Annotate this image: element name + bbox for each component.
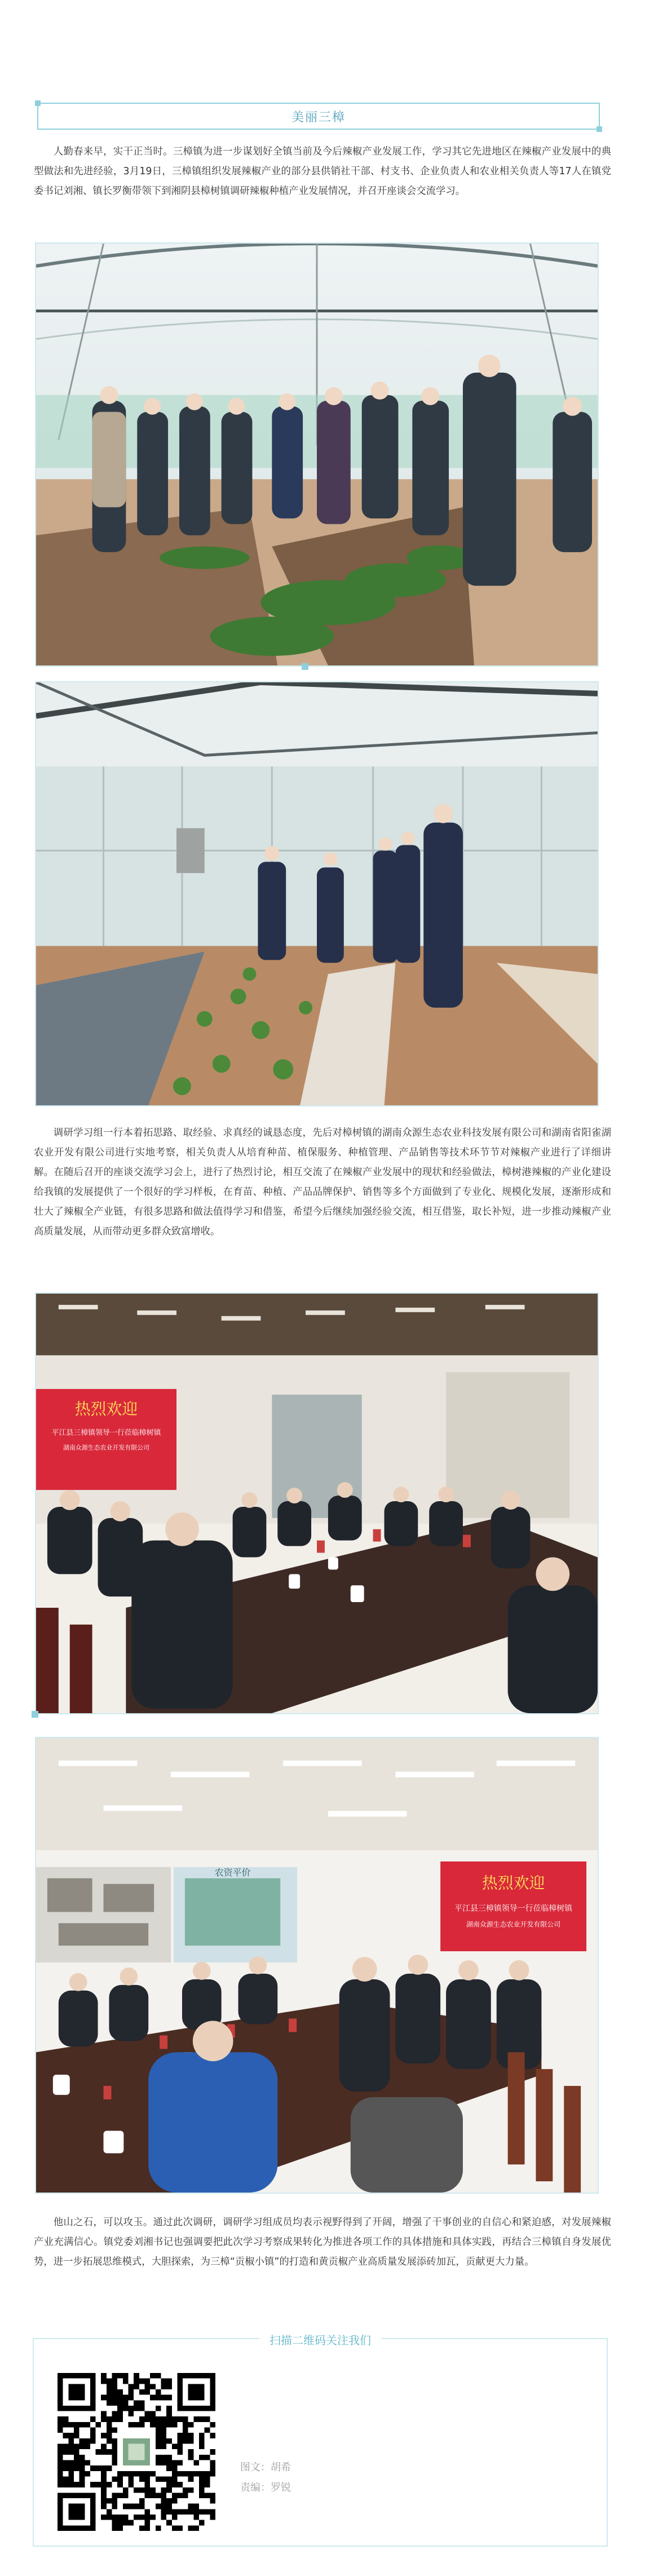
banner-line-2: 平江县三樟镇领导一行莅临樟树镇	[51, 1428, 161, 1437]
credit-editor	[240, 2478, 291, 2498]
banner-line-3: 湖南众源生态农业开发有限公司	[466, 1920, 561, 1929]
qr-heading-wrap	[34, 2331, 607, 2348]
banner-line-1: 热烈欢迎	[74, 1399, 138, 1418]
photo-meeting-room-2	[35, 1737, 599, 2194]
meeting-room-2-image	[36, 1738, 598, 2193]
frame-corner-decoration	[32, 1711, 38, 1718]
closing-paragraph: 他山之石，可以攻玉。通过此次调研，调研学习组成员均表示视野得到了开阔，增强了干事创业的自信心和紧迫感，对发展辣椒产业充满信心。镇党委刘湘书记也强调要把此次学习考察成果转化为推进各项工作的具体措施和具体实践，再结合三樟镇自身发展优势，进一步拓展思维模式，大胆探索，为三樟“贡椒小镇”的打造和黄贡椒产业高质量发展添砖加瓦，贡献更大力量。	[34, 2217, 611, 2268]
credit-author-label: 图文：	[240, 2462, 271, 2473]
qr-code[interactable]	[58, 2373, 215, 2531]
section-title-banner	[37, 103, 600, 130]
credit-author-value: 胡希	[271, 2462, 291, 2473]
section-title: 美丽三樟	[291, 110, 346, 125]
credit-editor-label: 责编：	[240, 2482, 271, 2494]
greenhouse-visit-image	[36, 682, 598, 1105]
qr-heading: 扫描二维码关注我们	[259, 2334, 381, 2347]
credits	[240, 2458, 291, 2498]
meeting-room-1-image	[36, 1294, 598, 1713]
banner-line-2: 平江县三樟镇领导一行莅临樟树镇	[454, 1904, 573, 1913]
banner-line-1: 热烈欢迎	[481, 1873, 545, 1893]
banner-line-3: 湖南众源生态农业开发有限公司	[63, 1444, 150, 1452]
qr-follow-section	[33, 2334, 608, 2547]
credit-editor-value: 罗锐	[271, 2482, 291, 2494]
frame-corner-decoration	[302, 663, 308, 670]
greenhouse-seedlings-image	[36, 244, 598, 665]
banner-corner-decoration	[35, 100, 41, 106]
photo-meeting-room-1	[35, 1293, 599, 1714]
credit-author	[240, 2458, 291, 2478]
wall-sign-text: 农资平价	[214, 1867, 251, 1878]
middle-paragraph: 调研学习组一行本着拓思路、取经验、求真经的诚恳态度，先后对樟树镇的湖南众源生态农业科技发展有限公司和湖南省阳雀湖农业开发有限公司进行实地考察，相关负责人从培育种苗、植保服务、种植管理、产品销售等技术环节节对辣椒产业进行了详细讲解。在随后召开的座谈交流学习会上，进行了热烈讨论，相互交流了在辣椒产业发展中的现状和经验做法，樟树港辣椒的产业化建设给我镇的发展提供了一个很好的学习样板，在育苗、种植、产品品牌保护、销售等多个方面做到了专业化、规模化发展，逐渐形成和壮大了辣椒全产业链，有很多思路和做法值得学习和借鉴，希望今后继续加强经验交流，相互借鉴，取长补短，进一步推动辣椒产业高质量发展，从而带动更多群众致富增收。	[34, 1127, 611, 1237]
banner-corner-decoration	[597, 126, 602, 132]
photo-greenhouse-visit	[35, 681, 599, 1106]
photo-greenhouse-seedlings	[35, 242, 599, 667]
intro-paragraph: 人勤春来早，实干正当时。三樟镇为进一步谋划好全镇当前及今后辣椒产业发展工作，学习其它先进地区在辣椒产业发展中的典型做法和先进经验，3月19日，三樟镇组织发展辣椒产业的部分县供销社干部、村支书、企业负责人和农业相关负责人等17人在镇党委书记刘湘、镇长罗衡带领下到湘阴县樟树镇调研辣椒种植产业发展情况，并召开座谈会交流学习。	[34, 146, 611, 197]
